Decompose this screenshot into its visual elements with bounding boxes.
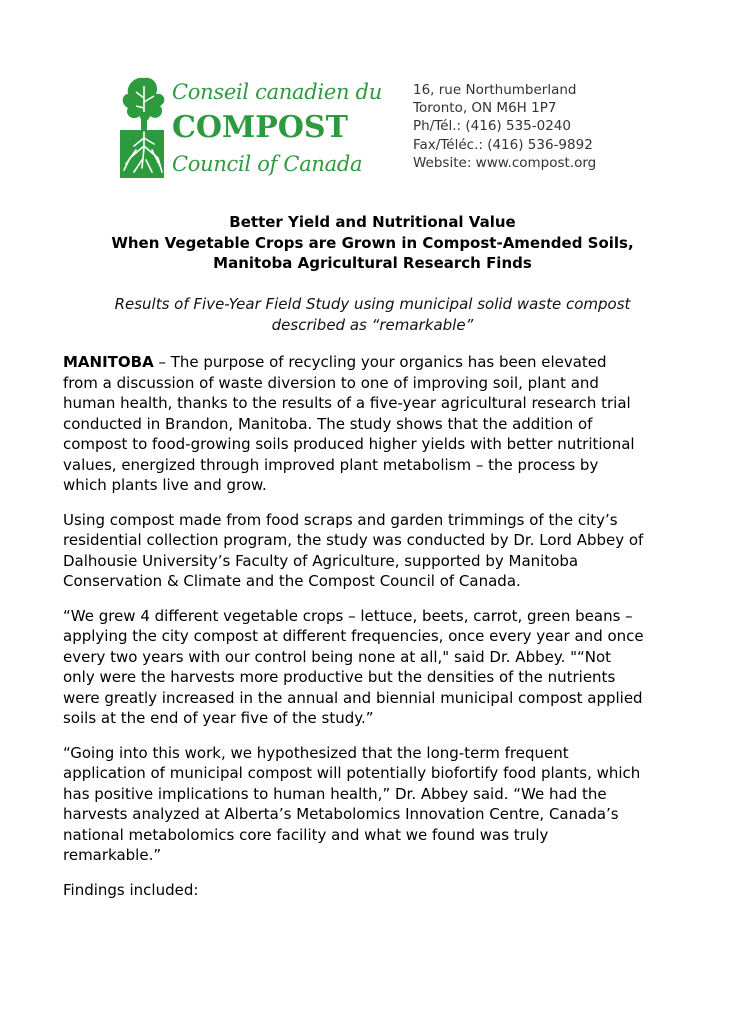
text-line: national metabolomics core facility and what we found was truly xyxy=(63,825,549,844)
text-line: has positive implications to human health,” Dr. Abbey said. “We had the xyxy=(63,784,607,803)
subheadline-line: described as “remarkable” xyxy=(271,315,474,334)
address-website: Website: www.compost.org xyxy=(413,154,597,171)
paragraph-quote-crops xyxy=(63,606,703,729)
text-line: every two years with our control being none at all," said Dr. Abbey. "“Not xyxy=(63,647,612,666)
paragraph-intro xyxy=(63,352,703,496)
text-line: values, energized through improved plant metabolism – the process by xyxy=(63,455,599,474)
text-line: which plants live and grow. xyxy=(63,476,267,494)
text-line: only were the harvests more productive but the densities of the nutrients xyxy=(63,668,616,686)
text-line: Dalhousie University’s Faculty of Agriculture, supported by Manitoba xyxy=(63,551,579,570)
paragraph-findings xyxy=(63,880,703,901)
text-line: compost to food-growing soils produced higher yields with better nutritional xyxy=(63,435,635,453)
compost-council-logo xyxy=(114,72,382,182)
text-line: conducted in Brandon, Manitoba. The study shows that the addition of xyxy=(63,414,593,433)
headline-line: Better Yield and Nutritional Value xyxy=(229,213,516,231)
press-release-headline xyxy=(60,212,685,274)
text-line: applying the city compost at different frequencies, once every year and once xyxy=(63,627,644,645)
address-street: 16, rue Northumberland xyxy=(413,82,577,98)
paragraph-quote-hypothesis xyxy=(63,743,703,866)
headline-line: Manitoba Agricultural Research Finds xyxy=(213,254,532,272)
press-release-body xyxy=(63,352,703,914)
text-line: were greatly increased in the annual and biennial municipal compost applied xyxy=(63,688,643,707)
plant-with-roots-icon xyxy=(114,72,174,182)
address-city: Toronto, ON M6H 1P7 xyxy=(413,100,557,117)
text-line: Using compost made from food scraps and garden trimmings of the city’s xyxy=(63,510,618,529)
text-line xyxy=(63,352,703,373)
text-line: harvests analyzed at Alberta’s Metabolomics Innovation Centre, Canada’s xyxy=(63,805,619,823)
text-line: “We grew 4 different vegetable crops – lettuce, beets, carrot, green beans – xyxy=(63,606,633,625)
text-line: soils at the end of year five of the study.” xyxy=(63,709,374,727)
contact-address-block xyxy=(413,81,596,172)
text-line: from a discussion of waste diversion to one of improving soil, plant and xyxy=(63,373,599,392)
logo-french-name: Conseil canadien du xyxy=(172,80,382,104)
subheadline-line: Results of Five-Year Field Study using municipal solid waste compost xyxy=(114,295,631,313)
text-fragment: – The purpose of recycling your organics has been elevated xyxy=(153,353,607,371)
text-line: Findings included: xyxy=(63,880,199,899)
logo-english-name: Council of Canada xyxy=(172,152,363,176)
text-line: “Going into this work, we hypothesized that the long-term frequent xyxy=(63,743,569,762)
text-line: application of municipal compost will potentially biofortify food plants, which xyxy=(63,764,641,782)
headline-line: When Vegetable Crops are Grown in Compost-Amended Soils, xyxy=(111,233,634,252)
logo-compost-word: COMPOST xyxy=(172,110,348,145)
address-fax: Fax/Téléc.: (416) 536-9892 xyxy=(413,136,593,153)
text-line: human health, thanks to the results of a five-year agricultural research trial xyxy=(63,394,631,412)
press-release-subheadline xyxy=(60,294,685,335)
text-line: remarkable.” xyxy=(63,846,162,864)
dateline: MANITOBA xyxy=(63,353,154,371)
text-line: Conservation & Climate and the Compost Council of Canada. xyxy=(63,572,521,590)
paragraph-study-details xyxy=(63,510,703,592)
text-line: residential collection program, the study was conducted by Dr. Lord Abbey of xyxy=(63,531,644,549)
address-phone: Ph/Tél.: (416) 535-0240 xyxy=(413,118,571,135)
